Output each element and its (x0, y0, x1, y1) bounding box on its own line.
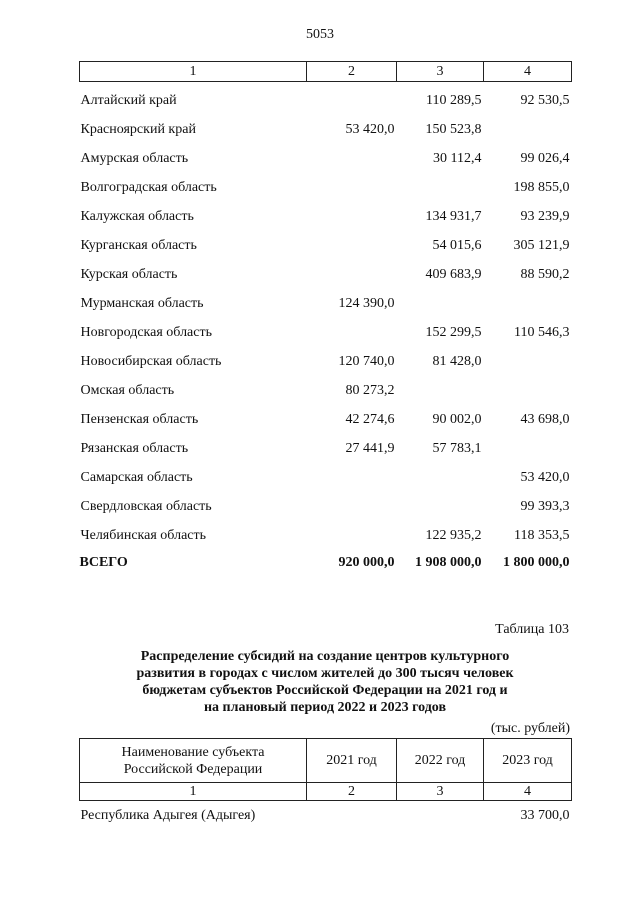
value-cell: 93 239,9 (520, 208, 570, 224)
value-cell: 53 420,0 (520, 469, 570, 485)
header-line: Российской Федерации (123, 761, 263, 777)
column-index: 1 (80, 783, 307, 801)
table-title-line: на плановый период 2022 и 2023 годов (203, 700, 447, 715)
value-cell (397, 289, 484, 318)
value-cell: 305 121,9 (513, 237, 570, 253)
region-name-cell: Курская область (80, 266, 178, 282)
value-cell (484, 347, 572, 376)
region-name-cell: Республика Адыгея (Адыгея) (80, 808, 256, 823)
table-row (80, 289, 572, 318)
value-cell: 409 683,9 (425, 266, 482, 282)
table-row (80, 86, 572, 115)
value-cell (484, 376, 572, 405)
value-cell: 27 441,9 (345, 440, 395, 456)
page-number: 5053 (306, 27, 334, 42)
table-row (80, 231, 572, 260)
value-cell: 57 783,1 (432, 440, 482, 456)
value-cell (397, 463, 484, 492)
value-cell: 33 700,0 (520, 808, 570, 823)
value-cell: 99 026,4 (520, 150, 570, 166)
column-index: 2 (307, 62, 397, 82)
table-row (80, 521, 572, 550)
value-cell (397, 173, 484, 202)
value-cell: 1 800 000,0 (503, 555, 570, 570)
table-row (80, 260, 572, 289)
table-title-line: развития в городах с числом жителей до 300 тысяч человек (136, 666, 514, 681)
value-cell: 43 698,0 (520, 411, 570, 427)
value-cell: 99 393,3 (520, 498, 570, 514)
value-cell: 42 274,6 (345, 411, 395, 427)
value-cell (307, 86, 397, 115)
header-2022: 2022 год (397, 739, 484, 783)
value-cell (307, 231, 397, 260)
header-row (80, 739, 572, 783)
table-row (80, 144, 572, 173)
units-label: (тыс. рублей) (490, 721, 570, 736)
value-cell: 30 112,4 (433, 150, 482, 166)
column-index-row (80, 62, 572, 82)
region-name-cell: Челябинская область (80, 527, 206, 543)
value-cell: 53 420,0 (345, 121, 395, 137)
column-index: 1 (80, 62, 307, 82)
value-cell: 81 428,0 (432, 353, 482, 369)
region-name-cell: ВСЕГО (79, 555, 128, 570)
table-row (80, 115, 572, 144)
column-index-row (80, 783, 572, 801)
table-row (80, 347, 572, 376)
region-name-cell: Пензенская область (80, 411, 199, 427)
value-cell (307, 144, 397, 173)
table-row (80, 376, 572, 405)
column-index: 2 (307, 783, 397, 801)
value-cell: 92 530,5 (520, 92, 570, 108)
value-cell (307, 521, 397, 550)
table-row (80, 202, 572, 231)
value-cell: 54 015,6 (432, 237, 482, 253)
table-row (80, 405, 572, 434)
table-row (80, 318, 572, 347)
subsidy-table-continuation (79, 61, 572, 576)
table-title-line: бюджетам субъектов Российской Федерации на 2021 год и (142, 683, 508, 698)
region-name-cell: Курганская область (80, 237, 197, 253)
region-name-cell: Самарская область (80, 469, 193, 485)
column-index: 4 (484, 62, 572, 82)
table-row (80, 173, 572, 202)
column-index: 4 (484, 783, 572, 801)
total-row (80, 550, 572, 576)
value-cell: 90 002,0 (432, 411, 482, 427)
value-cell (307, 801, 397, 832)
subsidy-table-103 (79, 738, 572, 831)
value-cell (484, 289, 572, 318)
value-cell (484, 434, 572, 463)
region-name-cell: Красноярский край (80, 121, 196, 137)
value-cell: 152 299,5 (425, 324, 482, 340)
value-cell: 124 390,0 (338, 295, 395, 311)
value-cell (397, 492, 484, 521)
region-name-cell: Свердловская область (80, 498, 212, 514)
value-cell: 110 546,3 (514, 324, 570, 340)
region-name-cell: Мурманская область (80, 295, 204, 311)
value-cell: 110 289,5 (426, 92, 482, 108)
header-2021: 2021 год (307, 739, 397, 783)
value-cell: 88 590,2 (520, 266, 570, 282)
value-cell (307, 260, 397, 289)
value-cell (397, 801, 484, 832)
value-cell: 134 931,7 (425, 208, 482, 224)
region-name-cell: Амурская область (80, 150, 189, 166)
region-name-cell: Новгородская область (80, 324, 212, 340)
value-cell (397, 376, 484, 405)
value-cell (307, 173, 397, 202)
header-region-name (80, 739, 307, 783)
value-cell (307, 463, 397, 492)
value-cell (307, 202, 397, 231)
table-title-line: Распределение субсидий на создание центров культурного (140, 649, 510, 664)
region-name-cell: Волгоградская область (80, 179, 217, 195)
region-name-cell: Рязанская область (80, 440, 189, 456)
table-row (80, 492, 572, 521)
value-cell: 920 000,0 (338, 555, 395, 570)
column-index: 3 (397, 783, 484, 801)
table-row (80, 434, 572, 463)
region-name-cell: Алтайский край (80, 92, 177, 108)
value-cell: 1 908 000,0 (415, 555, 482, 570)
region-name-cell: Омская область (80, 382, 175, 398)
value-cell: 80 273,2 (345, 382, 395, 398)
value-cell (307, 318, 397, 347)
header-line: Наименование субъекта (121, 744, 265, 760)
table-label: Таблица 103 (495, 622, 569, 637)
value-cell: 118 353,5 (514, 527, 570, 543)
value-cell: 122 935,2 (425, 527, 482, 543)
region-name-cell: Новосибирская область (80, 353, 222, 369)
table-title (100, 648, 550, 716)
table-row (80, 463, 572, 492)
value-cell: 150 523,8 (425, 121, 482, 137)
value-cell: 120 740,0 (338, 353, 395, 369)
table-row (80, 801, 572, 832)
value-cell (484, 115, 572, 144)
value-cell: 198 855,0 (513, 179, 570, 195)
header-2023: 2023 год (484, 739, 572, 783)
region-name-cell: Калужская область (80, 208, 194, 224)
column-index: 3 (397, 62, 484, 82)
value-cell (307, 492, 397, 521)
